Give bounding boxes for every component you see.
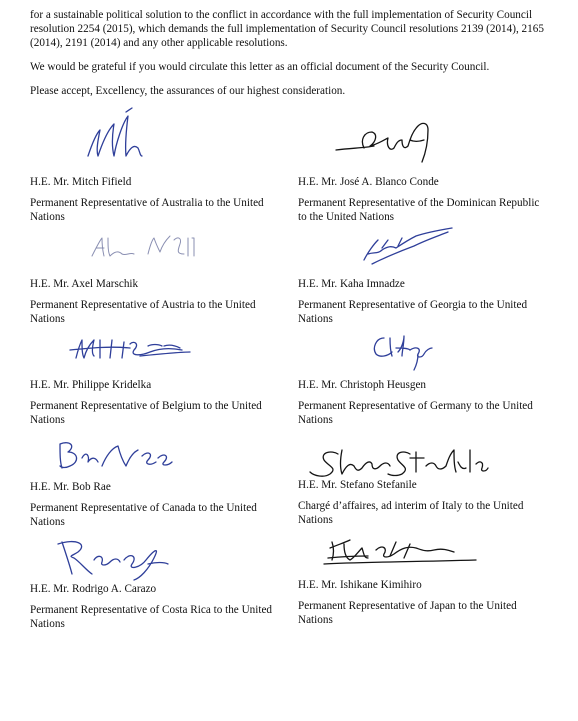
signatory-title: Permanent Representative of Georgia to the United Nations [298,299,528,325]
signatory-name: H.E. Mr. Bob Rae [30,481,111,493]
signatory-name: H.E. Mr. Stefano Stefanile [298,479,417,491]
signatory-title: Permanent Representative of Costa Rica to the United Nations [30,604,273,630]
intro-paragraph-resolution: for a sustainable political solution to the conflict in accordance with the full implementation of Security Council resolution 2254 (2015), which demands the full implementation of Security Council resolutions 2139 (2014), 2165 (2014), 2191 (2014) and any other applicable resolutions. [30,9,544,49]
intro-paragraph-circulate: We would be grateful if you would circulate this letter as an official document of the Security Council. [30,61,490,73]
signatory-name: H.E. Mr. Ishikane Kimihiro [298,579,422,591]
signatory-name: H.E. Mr. Axel Marschik [30,278,139,290]
signatory-title: Permanent Representative of the Dominican Republic to the United Nations [298,197,540,223]
signatory-title: Permanent Representative of Australia to the United Nations [30,197,264,223]
signatory-title: Permanent Representative of Belgium to the United Nations [30,400,262,426]
signatory-name: H.E. Mr. José A. Blanco Conde [298,176,439,188]
signatory-name: H.E. Mr. Rodrigo A. Carazo [30,583,157,595]
letter-intro [30,8,550,108]
signatory-title: Permanent Representative of Japan to the United Nations [298,600,517,626]
signatory-name: H.E. Mr. Kaha Imnadze [298,278,405,290]
signature-mitch-fifield [30,104,280,170]
signatory-title: Chargé d’affaires, ad interim of Italy to the United Nations [298,500,524,526]
intro-paragraph-closing: Please accept, Excellency, the assurances of our highest consideration. [30,85,346,97]
signatory-title: Permanent Representative of Canada to the United Nations [30,502,257,528]
signatory-name: H.E. Mr. Christoph Heusgen [298,379,427,391]
signatory-title: Permanent Representative of Austria to the United Nations [30,299,256,325]
signatory-name: H.E. Mr. Philippe Kridelka [30,379,152,391]
signature-jose-blanco-conde [298,112,548,178]
signatory-name: H.E. Mr. Mitch Fifield [30,176,132,188]
signatory-title: Permanent Representative of Germany to the United Nations [298,400,533,426]
